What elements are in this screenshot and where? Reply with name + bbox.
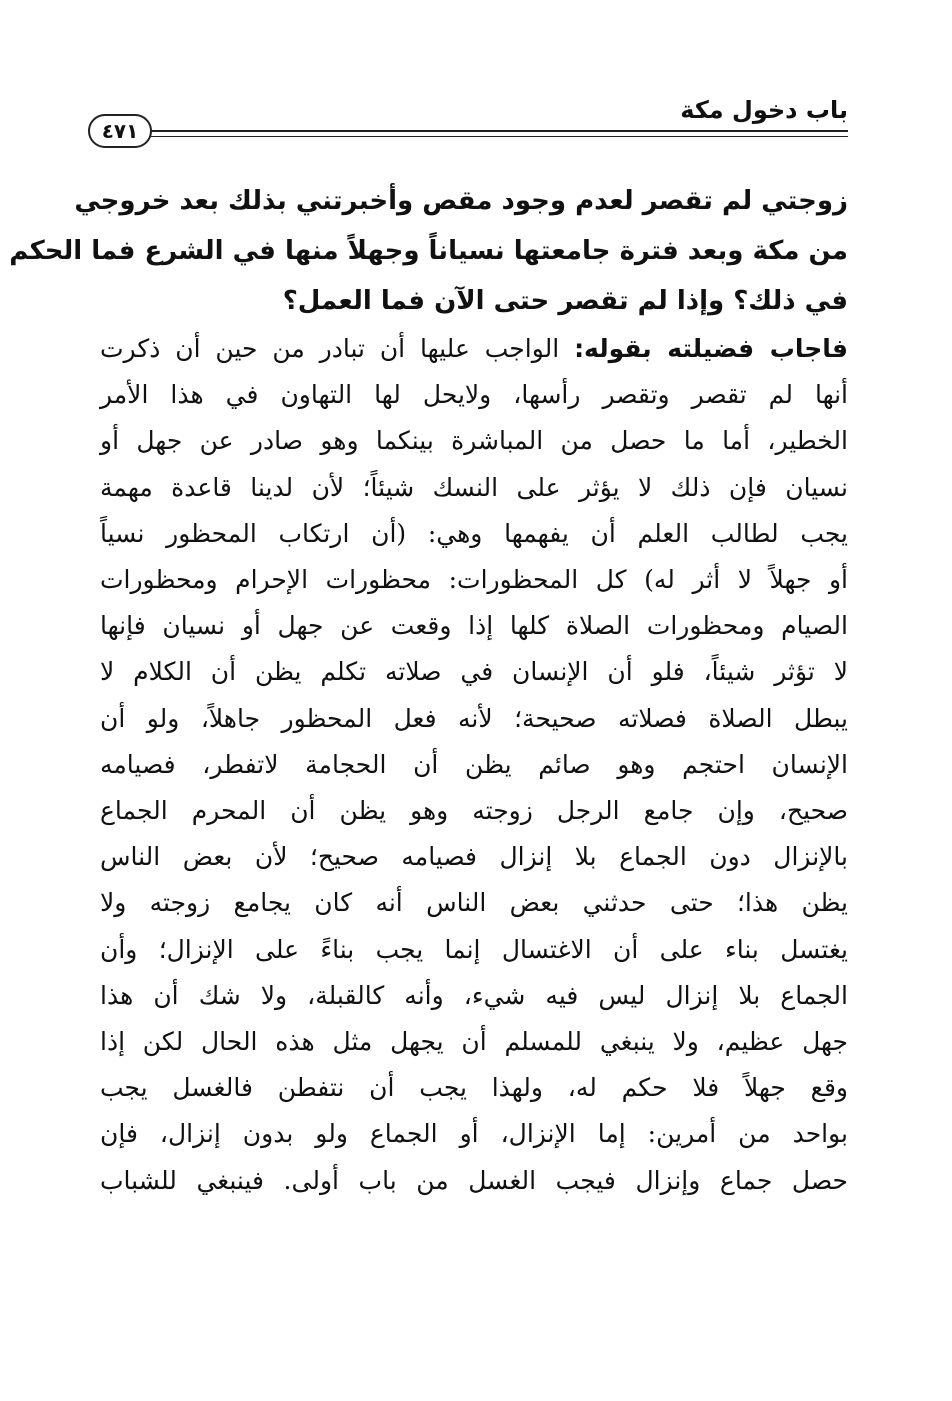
- answer-lead: فاجاب فضيلته بقوله:: [574, 334, 848, 363]
- answer-line: يغتسل بناء على أن الاغتسال إنما يجب بناءً على الإنزال؛ وأن: [100, 934, 848, 964]
- answer-line: صحيح، وإن جامع الرجل زوجته وهو يظن أن المحرم الجماع: [100, 796, 848, 826]
- answer-line: بالإنزال دون الجماع بلا إنزال فصيامه صحيح؛ لأن بعض الناس: [100, 842, 848, 872]
- answer-text: [100, 326, 848, 1204]
- page-header: [88, 96, 848, 156]
- answer-line: جهل عظيم، ولا ينبغي للمسلم أن يجهل مثل هذه الحال لكن إذا: [100, 1027, 848, 1057]
- answer-line: بواحد من أمرين: إما الإنزال، أو الجماع ولو بدون إنزال، فإن: [100, 1119, 848, 1149]
- answer-line: وقع جهلاً فلا حكم له، ولهذا يجب أن نتفطن فالغسل يجب: [100, 1073, 848, 1103]
- answer-line: يجب لطالب العلم أن يفهمها وهي: (أن ارتكاب المحظور نسياً: [100, 518, 849, 548]
- question-text: [9, 176, 848, 326]
- chapter-title: باب دخول مكة: [680, 96, 848, 124]
- question-line: زوجتي لم تقصر لعدم وجود مقص وأخبرتني بذلك بعد خروجي: [74, 186, 848, 216]
- question-line: من مكة وبعد فترة جامعتها نسياناً وجهلاً منها في الشرع فما الحكم: [9, 236, 848, 266]
- answer-first-line-rest: الواجب عليها أن تبادر من حين أن ذكرت: [100, 334, 575, 363]
- question-line: في ذلك؟ وإذا لم تقصر حتى الآن فما العمل؟: [282, 286, 848, 316]
- answer-line: لا تؤثر شيئاً، فلو أن الإنسان في صلاته تكلم يظن أن الكلام لا: [100, 657, 848, 687]
- page-number: ٤٧١: [88, 114, 152, 148]
- header-rule: [150, 130, 848, 137]
- answer-line: يظن هذا؛ حتى حدثني بعض الناس أنه كان يجامع زوجته ولا: [100, 888, 848, 918]
- answer-line: الخطير، أما ما حصل من المباشرة بينكما وهو صادر عن جهل أو: [100, 426, 848, 456]
- answer-line: الجماع بلا إنزال ليس فيه شيء، وأنه كالقبلة، ولا شك أن هذا: [100, 980, 848, 1010]
- answer-line: أنها لم تقصر وتقصر رأسها، ولايحل لها التهاون في هذا الأمر: [100, 380, 848, 410]
- answer-line: أو جهلاً لا أثر له) كل المحظورات: محظورات الإحرام ومحظورات: [100, 565, 848, 595]
- answer-line: الصيام ومحظورات الصلاة كلها إذا وقعت عن جهل أو نسيان فإنها: [100, 611, 848, 641]
- answer-line: الإنسان احتجم وهو صائم يظن أن الحجامة لاتفطر، فصيامه: [100, 749, 848, 779]
- answer-line: يبطل الصلاة فصلاته صحيحة؛ لأنه فعل المحظور جاهلاً، ولو أن: [100, 703, 848, 733]
- answer-line: حصل جماع وإنزال فيجب الغسل من باب أولى. فينبغي للشباب: [100, 1165, 848, 1195]
- answer-first-line: [100, 326, 848, 372]
- answer-line: نسيان فإن ذلك لا يؤثر على النسك شيئاً؛ لأن لدينا قاعدة مهمة: [100, 472, 848, 502]
